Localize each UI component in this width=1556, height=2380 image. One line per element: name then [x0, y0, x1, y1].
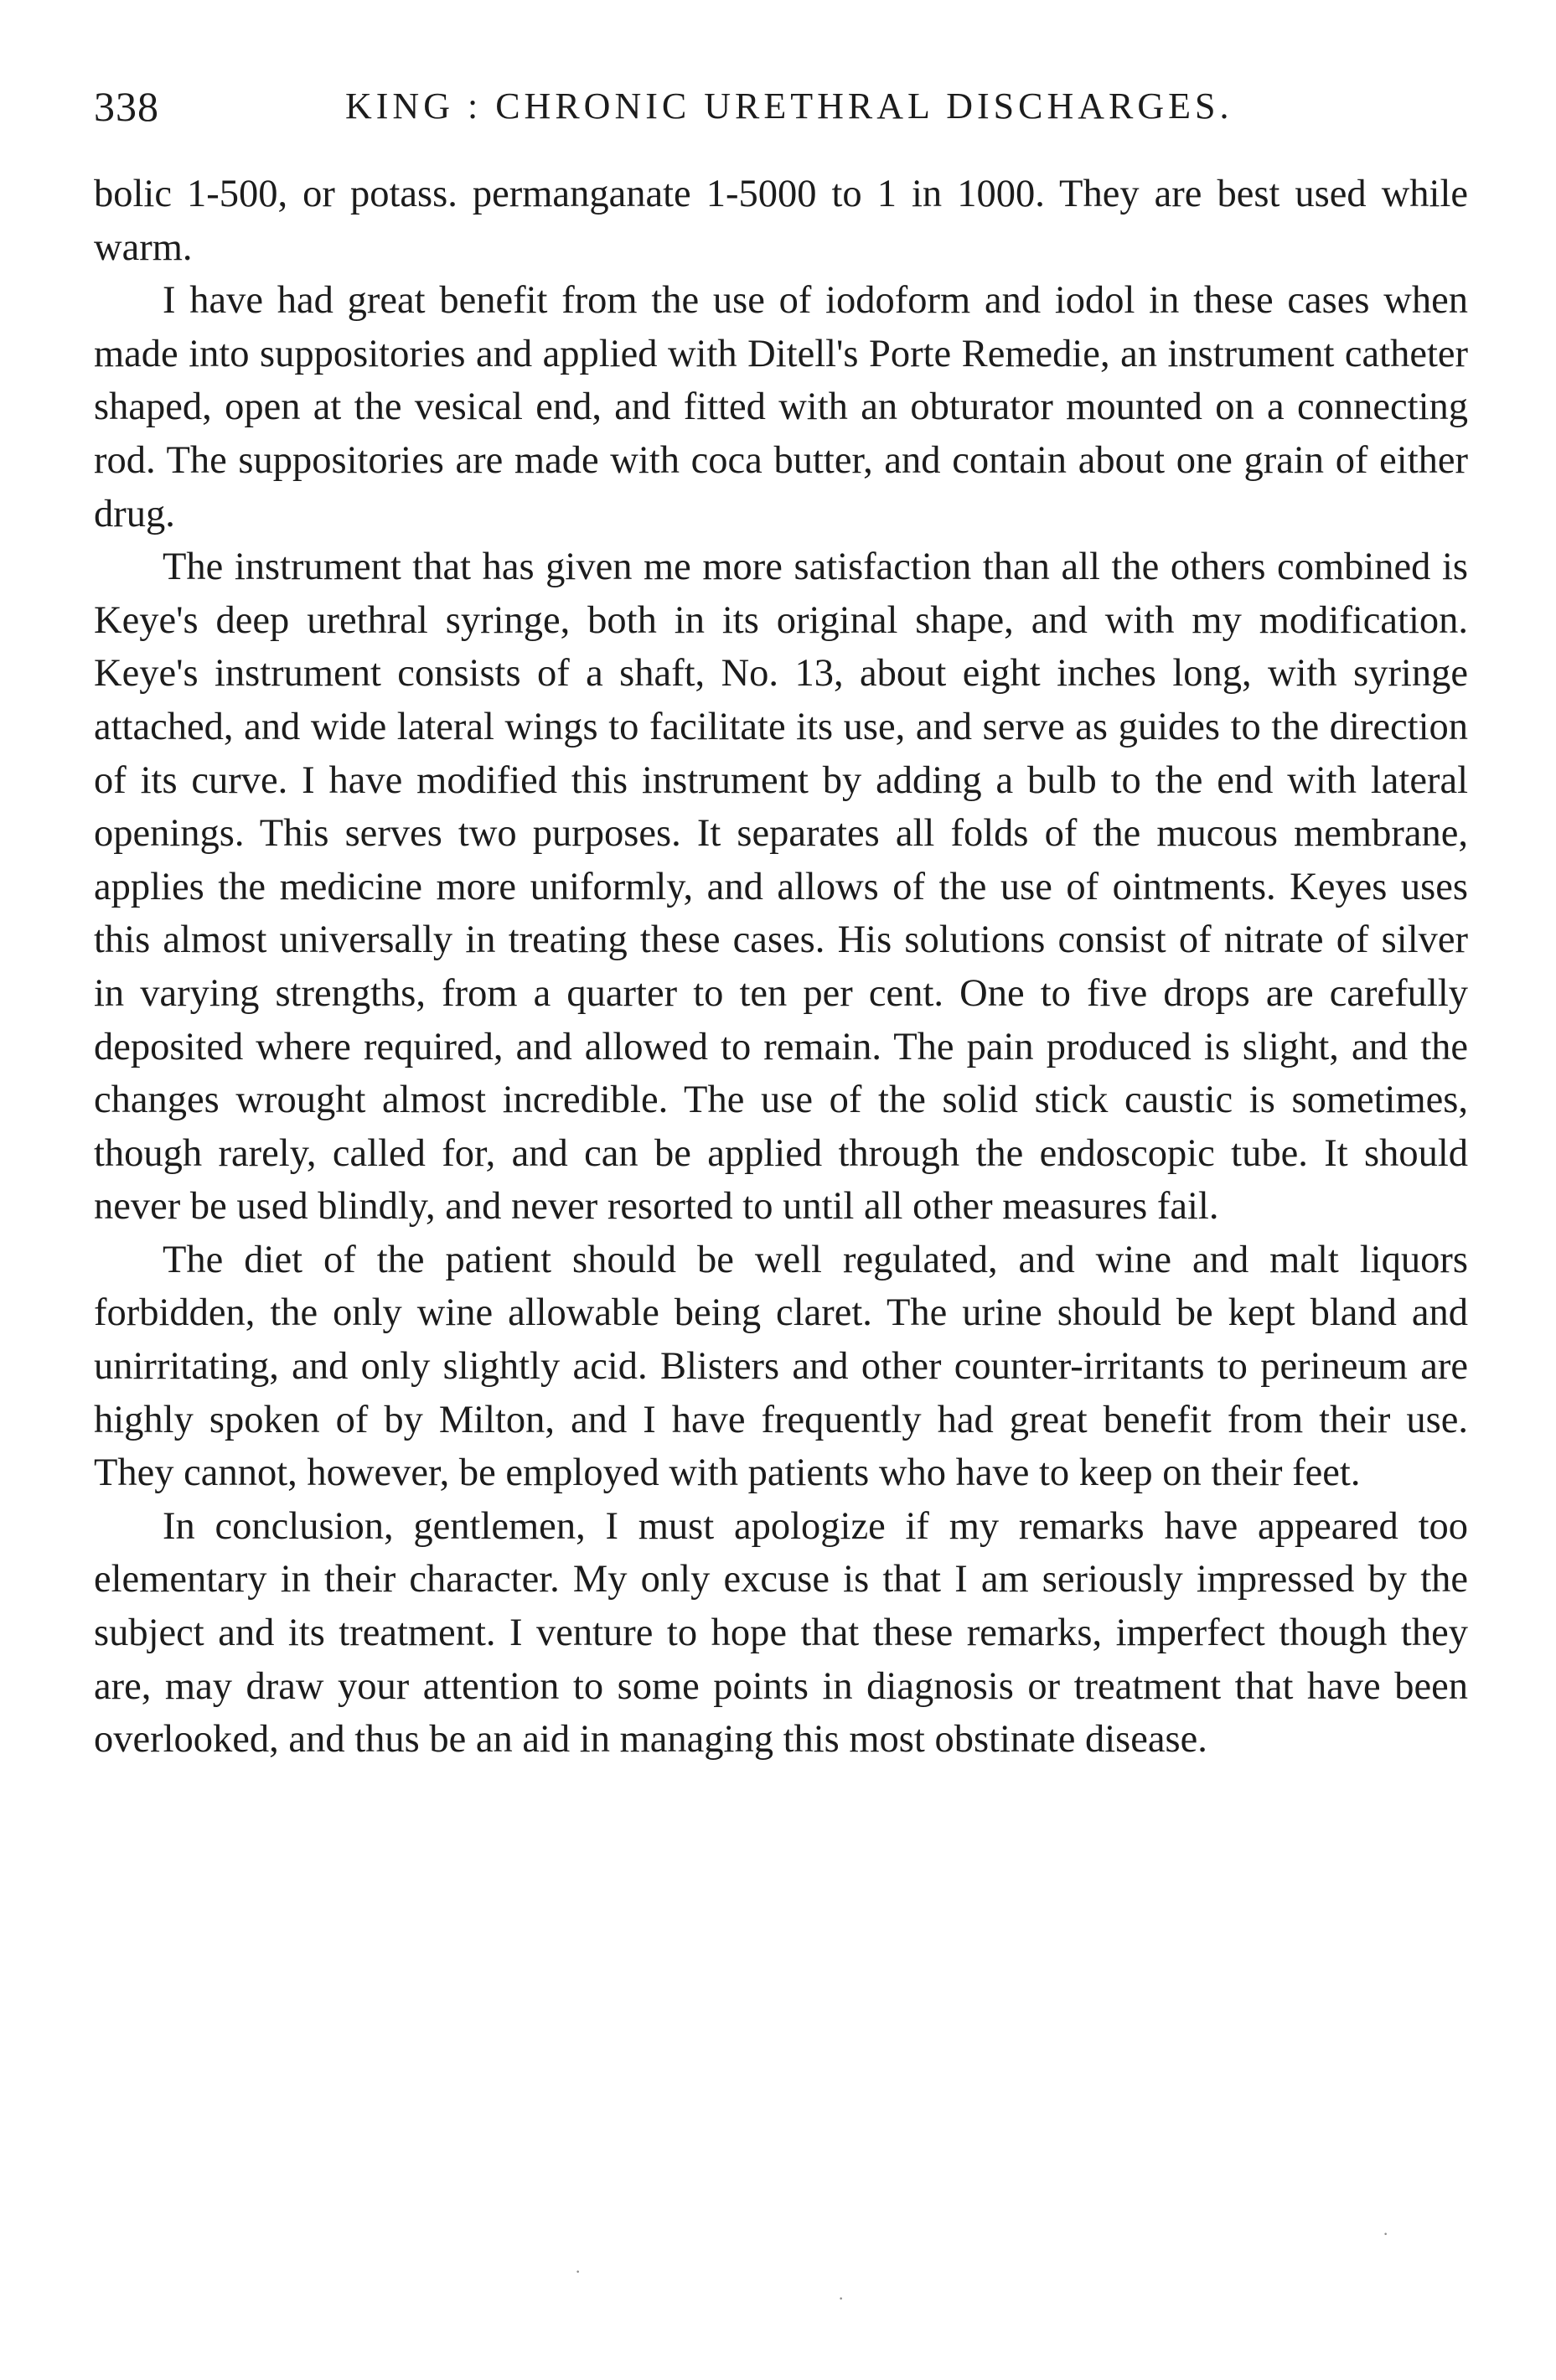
scan-speck: · [838, 2288, 845, 2309]
scan-speck: · [1383, 2223, 1389, 2244]
page-number: 338 [94, 83, 159, 130]
running-head [94, 77, 1468, 136]
paragraph-continuation: bolic 1-500, or potass. permanganate 1-5000 to 1 in 1000. They are best used while warm. [94, 173, 1468, 269]
paragraph-iodoform: I have had great benefit from the use of iodoform and iodol in these cases when made into suppositories and applied with Ditell's Porte Remedie, an instrument catheter shaped, open at the vesical end, and fitted with an obturator mounted on a connecting rod. The suppositories are made with coca butter, and contain about one grain of either drug. [94, 279, 1468, 536]
paragraph-diet: The diet of the patient should be well regulated, and wine and malt liquors forbidden, the only wine allowable being claret. The urine should be kept bland and unirritating, and only slightly acid. Blisters and other counter-irritants to perineum are highly spoken of by Milton, and I have frequently had great benefit from their use. They cannot, however, be employed with patients who have to keep on their feet. [94, 1238, 1468, 1495]
paragraph-conclusion: In conclusion, gentlemen, I must apologize if my remarks have appeared too elementary in their character. My only excuse is that I am seriously impressed by the subject and its treatment. I venture to hope that these remarks, imperfect though they are, may draw your attention to some points in diagnosis or treatment that have been overlooked, and thus be an aid in managing this most obstinate disease. [94, 1504, 1468, 1762]
paragraph-keyes-syringe: The instrument that has given me more satisfaction than all the others combined is Keye's deep urethral syringe, both in its original shape, and with my modification. Keye's instrument consists of a shaft, No. 13, about eight inches long, with syringe attached, and wide lateral wings to facilitate its use, and serve as guides to the direction of its curve. I have modified this instrument by adding a bulb to the end with lateral openings. This serves two purposes. It separates all folds of the mucous membrane, applies the medicine more uniformly, and allows of the use of ointments. Keyes uses this almost universally in treating these cases. His solutions consist of nitrate of silver in varying strengths, from a quarter to ten per cent. One to five drops are carefully deposited where required, and allowed to remain. The pain produced is slight, and the changes wrought almost incredible. The use of the solid stick caustic is sometimes, though rarely, called for, and can be applied through the endoscopic tube. It should never be used blindly, and never resorted to until all other measures fail. [94, 546, 1468, 1229]
scan-speck: · [575, 2261, 582, 2282]
running-title: KING : CHRONIC URETHRAL DISCHARGES. [345, 85, 1233, 127]
body-text [94, 168, 1468, 1767]
